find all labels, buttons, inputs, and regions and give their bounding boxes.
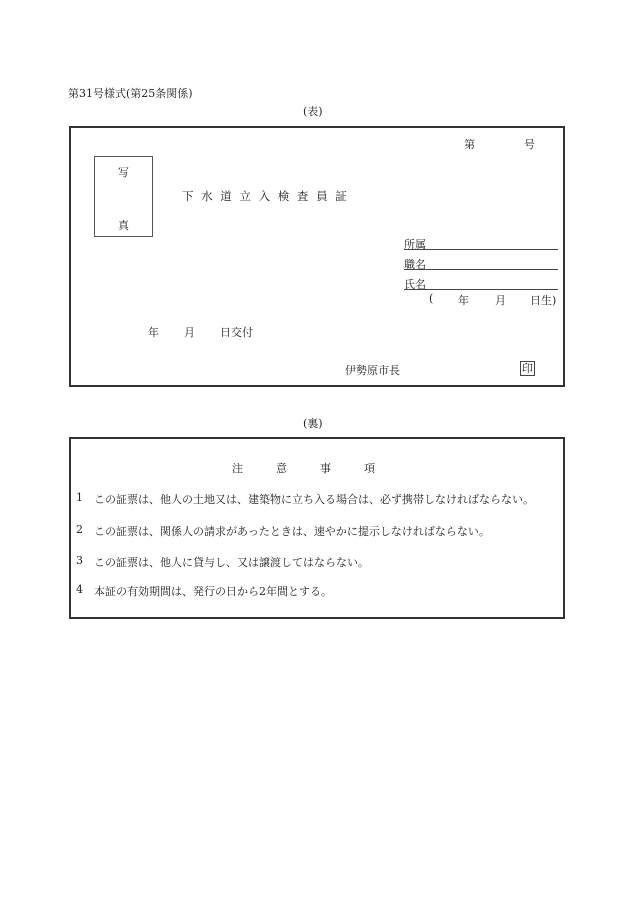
front-card (69, 126, 565, 387)
number-suffix: 号 (524, 138, 535, 151)
note-2-number: 2 (76, 523, 83, 536)
issue-day: 日交付 (220, 326, 253, 339)
note-3-number: 3 (76, 554, 83, 567)
birth-year: 年 (458, 294, 469, 307)
front-side-label: (表) (303, 105, 323, 118)
field-name-label: 氏名 (404, 278, 426, 291)
photo-box (94, 156, 153, 237)
note-1-text: この証票は、他人の土地又は、建築物に立ち入る場合は、必ず携帯しなければならない。 (94, 493, 534, 506)
birth-month: 月 (495, 294, 506, 307)
field-name-line[interactable] (404, 289, 558, 290)
field-position-label: 職名 (404, 258, 426, 271)
note-4-number: 4 (76, 583, 83, 596)
number-prefix: 第 (464, 138, 475, 151)
note-2-text: この証票は、関係人の請求があったときは、速やかに提示しなければならない。 (94, 525, 490, 538)
note-4-text: 本証の有効期間は、発行の日から2年間とする。 (94, 585, 332, 598)
photo-label-top: 写 (118, 166, 129, 179)
issue-month: 月 (184, 326, 195, 339)
back-side-label: (裏) (303, 417, 323, 430)
back-card (69, 437, 565, 619)
note-1-number: 1 (76, 491, 83, 504)
seal-stamp: 印 (522, 362, 533, 375)
birth-day: 日生) (530, 294, 557, 307)
notes-title: 注 意 事 項 (232, 462, 375, 475)
field-affiliation-label: 所属 (404, 238, 426, 251)
issue-year: 年 (148, 326, 159, 339)
note-3-text: この証票は、他人に貸与し、又は譲渡してはならない。 (94, 556, 369, 569)
card-title: 下 水 道 立 入 検 査 員 証 (182, 189, 349, 203)
form-header: 第31号様式(第25条関係) (68, 87, 193, 100)
field-affiliation-line[interactable] (404, 249, 558, 250)
field-position-line[interactable] (404, 269, 558, 270)
issuer: 伊勢原市長 (345, 364, 400, 377)
photo-label-bottom: 真 (118, 219, 129, 232)
birth-open: ( (429, 292, 434, 305)
